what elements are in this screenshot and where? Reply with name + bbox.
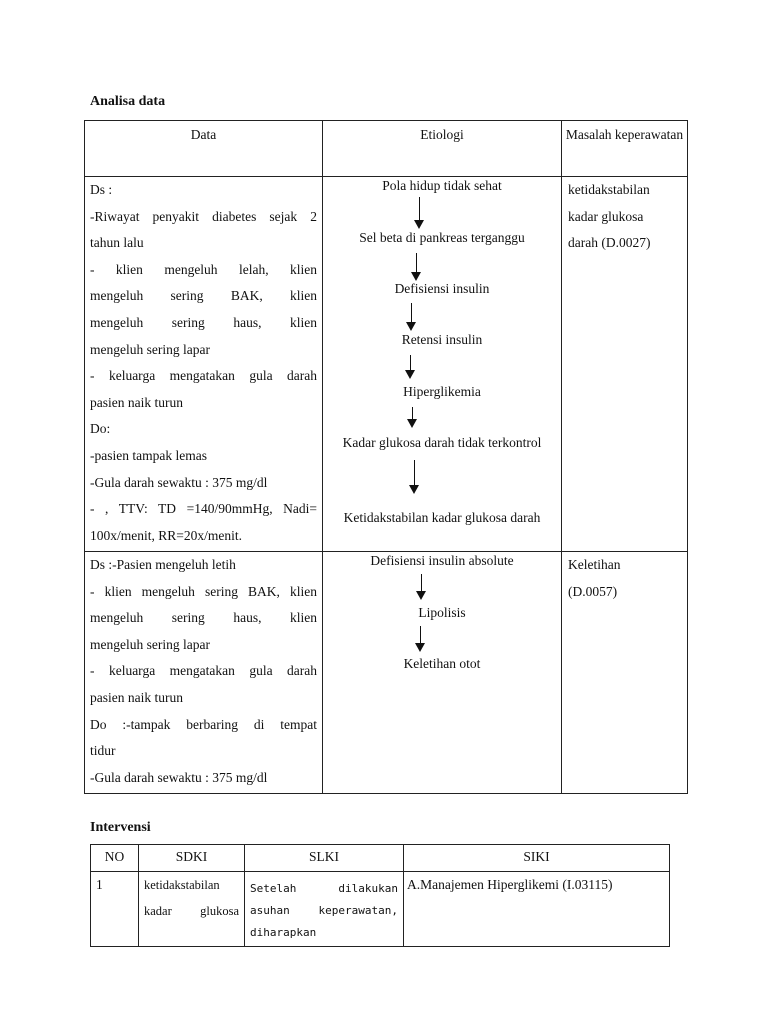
analysis-table — [84, 120, 688, 794]
slki-line: diharapkan — [250, 926, 317, 939]
intervention-sdki-cell — [139, 872, 245, 947]
row2-data-cell — [85, 552, 323, 794]
row2-data-line: pasien naik turun — [90, 689, 183, 705]
row1-data-line: Do: — [90, 421, 111, 437]
arrow-down-icon — [407, 407, 419, 431]
row2-data-line: -Gula darah sewaktu : 375 mg/dl — [90, 769, 268, 785]
row2-problem-cell — [562, 552, 688, 794]
row1-data-line: - keluarga mengatakan gula darah — [90, 368, 317, 384]
arrow-down-icon — [416, 574, 428, 602]
col-header-sdki: SDKI — [139, 845, 245, 872]
arrow-down-icon — [415, 626, 427, 654]
row1-problem-line: kadar glukosa — [568, 208, 644, 224]
row1-data-line: Ds : — [90, 182, 113, 197]
col-header-data-label: Data — [190, 127, 217, 142]
row1-data-line: - , TTV: TD =140/90mmHg, Nadi= — [90, 501, 317, 517]
col-header-data — [85, 121, 323, 177]
row1-data-line: mengeluh sering haus, klien — [90, 314, 317, 330]
col-header-problem-label: Masalah keperawatan — [565, 127, 684, 142]
sdki-line: ketidakstabilan — [144, 878, 220, 892]
row1-problem-cell — [562, 177, 688, 552]
intervention-table — [90, 844, 670, 947]
arrow-down-icon — [414, 197, 426, 230]
etiology-step: Pola hidup tidak sehat — [382, 178, 502, 193]
row1-data-line: mengeluh sering lapar — [90, 341, 210, 357]
intervention-no: 1 — [96, 877, 103, 892]
row1-data-line: - klien mengeluh lelah, klien — [90, 261, 317, 277]
row2-data-line: Do :-tampak berbaring di tempat — [90, 716, 317, 732]
row1-data-line: -Riwayat penyakit diabetes sejak 2 — [90, 208, 317, 224]
row2-problem-line: Keletihan — [568, 557, 621, 572]
arrow-down-icon — [411, 253, 423, 283]
etiology-step: Keletihan otot — [403, 656, 481, 671]
etiology-step: Retensi insulin — [401, 332, 483, 347]
intervention-header-row — [91, 845, 670, 872]
intervention-no-cell — [91, 872, 139, 947]
row2-data-line: - keluarga mengatakan gula darah — [90, 663, 317, 679]
row1-problem-line: darah (D.0027) — [568, 235, 651, 251]
etiology-flow-1 — [323, 177, 561, 551]
row1-data-line: -Gula darah sewaktu : 375 mg/dl — [90, 474, 268, 490]
col-header-no: NO — [91, 845, 139, 872]
analysis-header-row — [85, 121, 688, 177]
row1-data-line: -pasien tampak lemas — [90, 447, 207, 463]
intervention-slki-cell — [245, 872, 404, 947]
etiology-step: Sel beta di pankreas terganggu — [359, 230, 525, 245]
row1-data-line: pasien naik turun — [90, 394, 183, 410]
siki-text: A.Manajemen Hiperglikemi (I.03115) — [407, 877, 613, 892]
col-header-slki: SLKI — [245, 845, 404, 872]
row2-data-line: mengeluh sering haus, klien — [90, 610, 317, 626]
row2-data-line: Ds :-Pasien mengeluh letih — [90, 557, 236, 572]
row1-data-cell — [85, 177, 323, 552]
intervention-siki-cell — [404, 872, 670, 947]
etiology-flow-2 — [323, 552, 561, 793]
etiology-step: Ketidakstabilan kadar glukosa darah — [343, 510, 541, 525]
row1-data-line: 100x/menit, RR=20x/menit. — [90, 527, 242, 543]
row1-data-line: mengeluh sering BAK, klien — [90, 288, 317, 304]
col-header-etiology-label: Etiologi — [420, 127, 464, 142]
slki-line: Setelah dilakukan — [250, 882, 398, 895]
row2-data-line: mengeluh sering lapar — [90, 636, 210, 652]
col-header-etiology — [323, 121, 562, 177]
arrow-down-icon — [409, 460, 421, 496]
intervention-row-1 — [91, 872, 670, 947]
analysis-row-1 — [85, 177, 688, 552]
analysis-row-2 — [85, 552, 688, 794]
col-header-siki: SIKI — [404, 845, 670, 872]
row2-etiology-cell — [323, 552, 562, 794]
etiology-step: Defisiensi insulin absolute — [370, 553, 514, 568]
etiology-step: Hiperglikemia — [403, 384, 481, 399]
slki-line: asuhan keperawatan, — [250, 904, 398, 917]
etiology-step: Kadar glukosa darah tidak terkontrol — [342, 435, 542, 450]
arrow-down-icon — [405, 355, 417, 381]
arrow-down-icon — [406, 303, 418, 333]
row2-data-line: - klien mengeluh sering BAK, klien — [90, 583, 317, 599]
row1-data-line: tahun lalu — [90, 235, 144, 251]
analysis-heading: Analisa data — [90, 94, 166, 109]
row1-etiology-cell — [323, 177, 562, 552]
intervention-heading: Intervensi — [90, 820, 151, 835]
row2-data-line: tidur — [90, 743, 116, 759]
etiology-step: Lipolisis — [418, 605, 466, 620]
etiology-step: Defisiensi insulin — [394, 281, 490, 296]
col-header-problem — [562, 121, 688, 177]
row1-problem-line: ketidakstabilan — [568, 182, 650, 197]
row2-problem-line: (D.0057) — [568, 583, 618, 599]
sdki-line: kadar glukosa — [144, 904, 239, 918]
